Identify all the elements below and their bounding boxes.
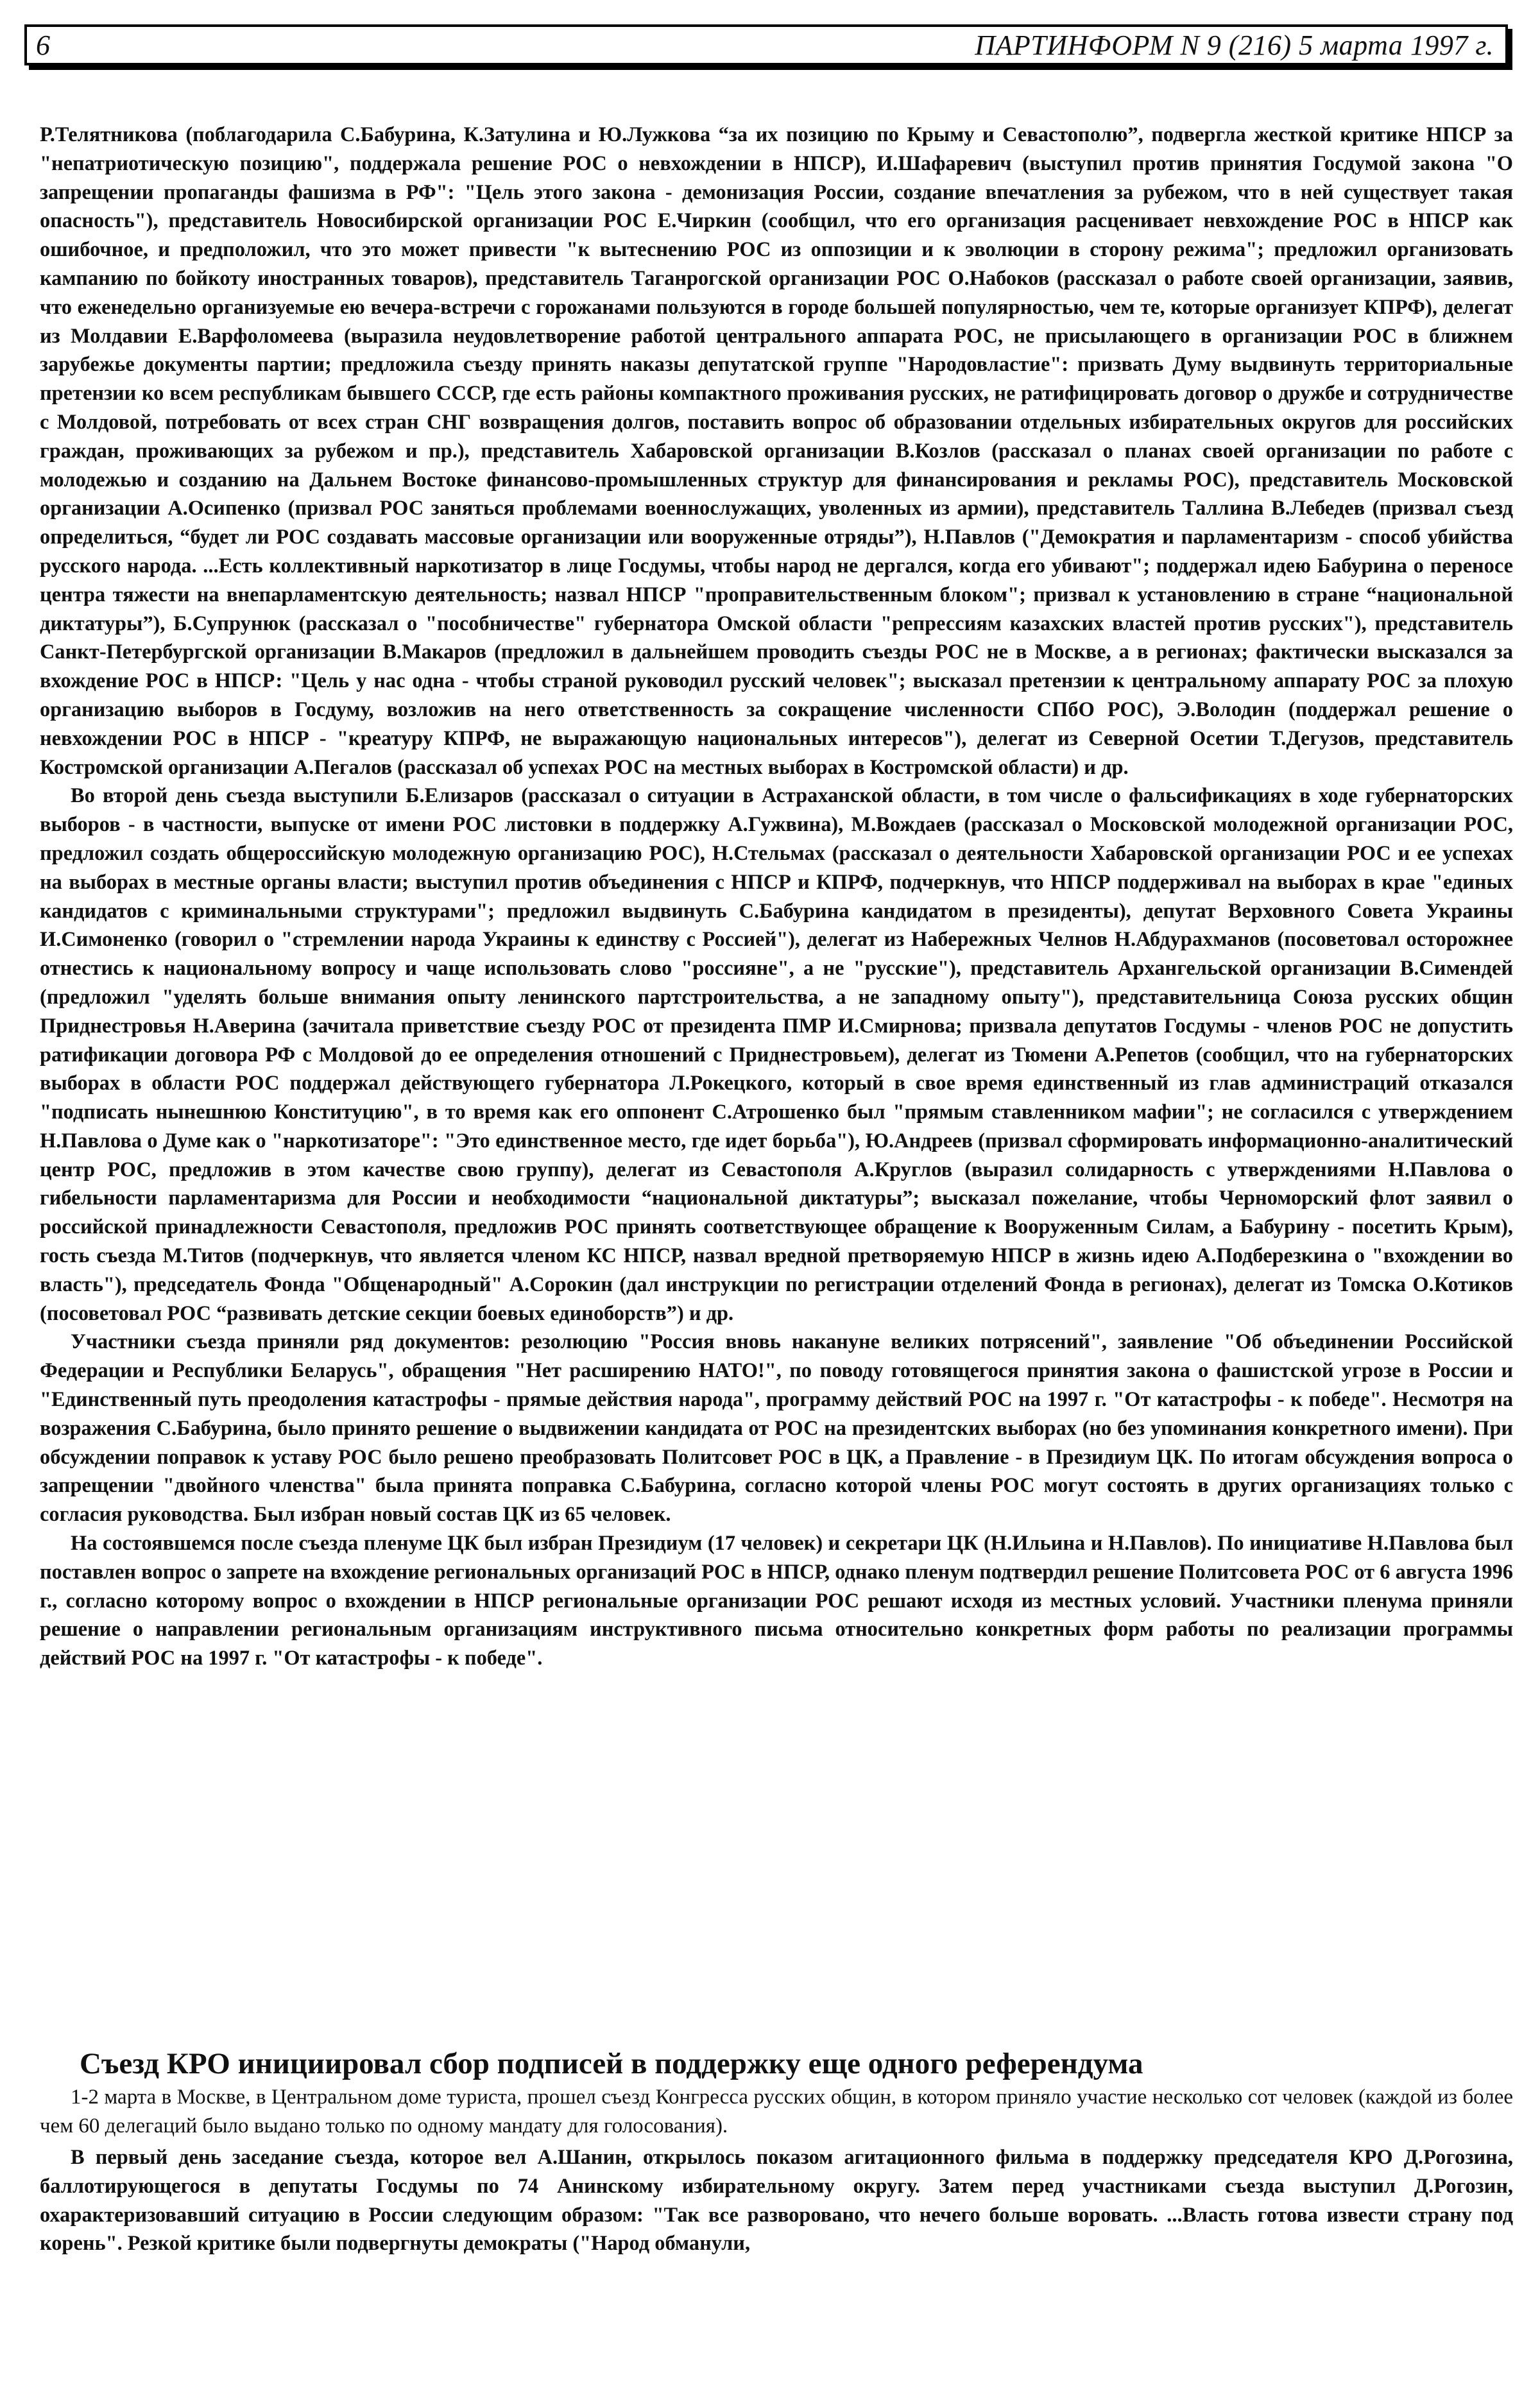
issue-info: ПАРТИНФОРМ N 9 (216) 5 марта 1997 г. [975,29,1494,61]
page-number: 6 [36,29,50,61]
article-paragraph: Участники съезда приняли ряд документов: резолюцию "Россия вновь накануне великих потрясений", заявление "Об объединении Российской Федерации и Республики Беларусь", обращения "Нет расширению НАТО!", по поводу готовящегося принятия закона о фашистской угрозе в России и "Единственный путь преодоления катастрофы - прямые действия народа", программу действий РОС на 1997 г. "От катастрофы - к победе". Несмотря на возражения С.Бабурина, было принято решение о выдвижении кандидата от РОС на президентских выборах (но без упоминания конкретного имени). При обсуждении поправок к уставу РОС было решено преобразовать Политсовет РОС в ЦК, а Правление - в Президиум ЦК. По итогам обсуждения вопроса о запрещении "двойного членства" была принята поправка С.Бабурина, согласно которой члены РОС могут состоять в других организациях только с согласия руководства. Был избран новый состав ЦК из 65 человек. [40,1330,1513,1527]
newspaper-page [24,24,1513,2347]
article-paragraph: Во второй день съезда выступили Б.Елизаров (рассказал о ситуации в Астраханской области, в том числе о фальсификациях в ходе губернаторских выборов - в частности, выпуске от имени РОС листовки в поддержку А.Гужвина), М.Вождаев (рассказал о Московской молодежной организации РОС, предложил создать общероссийскую молодежную организацию РОС), Н.Стельмах (рассказал о деятельности Хабаровской организации РОС и ее успехах на выборах в местные органы власти; выступил против объединения с НПСР и КПРФ, подчеркнув, что НПСР поддерживал на выборах в крае "единых кандидатов с криминальными структурами"; предложил выдвинуть С.Бабурина кандидатом в президенты), депутат Верховного Совета Украины И.Симоненко (говорил о "стремлении народа Украины к единству с Россией"), делегат из Набережных Челнов Н.Абдурахманов (посоветовал осторожнее отнестись к национальному вопросу и чаще использовать слово "россияне", а не "русские"), представитель Архангельской организации В.Симендей (предложил "уделять больше внимания опыту ленинского партстроительства, а не западному опыту"), представительница Союза русских общин Приднестровья Н.Аверина (зачитала приветствие съезду РОС от президента ПМР И.Смирнова; призвала депутатов Госдумы - членов РОС не допустить ратификации договора РФ с Молдовой до ее определения отношений с Приднестровьем), делегат из Тюмени А.Репетов (сообщил, что на губернаторских выборах в области РОС поддержал действующего губернатора Л.Рокецкого, который в свое время единственный из глав администраций отказался "подписать нынешнюю Конституцию", в то время как его оппонент С.Атрошенко был "прямым ставленником мафии"; не согласился с утверждением Н.Павлова о Думе как о "наркотизаторе": "Это единственное место, где идет борьба"), Ю.Андреев (призвал сформировать информационно-аналитический центр РОС, предложив в этом качестве свою группу), делегат из Севастополя А.Круглов (выразил солидарность с утверждениями Н.Павлова о гибельности парламентаризма для России и необходимости “национальной диктатуры”; высказал пожелание, чтобы Черноморский флот заявил о российской принадлежности Севастополя, предложив РОС принять соответствующее обращение к Вооруженным Силам, а Бабурину - посетить Крым), гость съезда М.Титов (подчеркнув, что является членом КС НПСР, назвал вредной претворяемую НПСР в жизнь идею А.Подберезкина о "вхождении во власть"), председатель Фонда "Общенародный" А.Сорокин (дал инструкции по регистрации отделений Фонда в регионах), делегат из Томска О.Котиков (посоветовал РОС “развивать детские секции боевых единоборств”) и др. [40,784,1513,1325]
article-headline: Съезд КРО инициировал сбор подписей в поддержку еще одного референдума [80,2047,1143,2080]
article-paragraph: Р.Телятникова (поблагодарила С.Бабурина, К.Затулина и Ю.Лужкова “за их позицию по Крыму и Севастополю”, подвергла жесткой критике НПСР за "непатриотическую позицию", поддержала решение РОС о невхождении в НПСР), И.Шафаревич (выступил против принятия Госдумой закона "О запрещении пропаганды фашизма в РФ": "Цель этого закона - демонизация России, создание впечатления за рубежом, что в ней существует такая опасность"), представитель Новосибирской организации РОС Е.Чиркин (сообщил, что его организация расценивает невхождение РОС в НПСР как ошибочное, и предположил, что это может привести "к вытеснению РОС из оппозиции и к эволюции в сторону режима"; предложил организовать кампанию по бойкоту иностранных товаров), представитель Таганрогской организации РОС О.Набоков (рассказал о работе своей организации, заявив, что еженедельно организуемые ею вечера-встречи с горожанами пользуются в городе большей популярностью, чем те, которые организует КПРФ), делегат из Молдавии Е.Варфоломеева (выразила неудовлетворение работой центрального аппарата РОС, не присылающего в организации РОС в ближнем зарубежье документы партии; предложила съезду принять наказы депутатской группе "Народовластие": призвать Думу выдвинуть территориальные претензии ко всем республикам бывшего СССР, где есть районы компактного проживания русских, не ратифицировать договор о дружбе и сотрудничестве с Молдовой, потребовать от всех стран СНГ возвращения долгов, поставить вопрос об образовании отдельных избирательных округов для российских граждан, проживающих за рубежом и пр.), представитель Хабаровской организации В.Козлов (рассказал о планах своей организации по работе с молодежью и созданию на Дальнем Востоке финансово-промышленных структур для финансирования и рекламы РОС), представитель Московской организации А.Осипенко (призвал РОС заняться проблемами военнослужащих, уволенных из армии), представитель Таллина В.Лебедев (призвал съезд определиться, “будет ли РОС создавать массовые организации или вооруженные отряды”), Н.Павлов ("Демократия и парламентаризм - способ убийства русского народа. ...Есть коллективный наркотизатор в лице Госдумы, чтобы народ не дергался, когда его убивают"; поддержал идею Бабурина о переносе центра тяжести на внепарламентскую деятельность; назвал НПСР "проправительственным блоком"; призвал к установлению в стране “национальной диктатуры”), Б.Супрунюк (рассказал о "пособничестве" губернатора Омской области "репрессиям казахских властей против русских"), представитель Санкт-Петербургской организации В.Макаров (предложил в дальнейшем проводить съезды РОС не в Москве, а в регионах; фактически высказался за вхождение РОС в НПСР: "Цель у нас одна - чтобы страной руководил русский человек"; высказал претензии к центральному аппарату РОС за плохую организацию выборов в Госдуму, возложив на него ответственность за сокращение численности СПбО РОС), Э.Володин (поддержал решение о невхождении РОС в НПСР - "креатуру КПРФ, не выражающую национальных интересов"), делегат из Северной Осетии Т.Дегузов, представитель Костромской организации А.Пегалов (рассказал об успехах РОС на местных выборах в Костромской области) и др. [40,123,1513,779]
article-kro-congress [40,2044,1513,2258]
article-lead: 1-2 марта в Москве, в Центральном доме туриста, прошел съезд Конгресса русских общин, в котором приняло участие несколько сот человек (каждой из более чем 60 делегаций было выдано только по одному мандату для голосования). [40,2086,1513,2138]
page-header [24,24,1508,65]
article-paragraph: В первый день заседание съезда, которое вел А.Шанин, открылось показом агитационного фильма в поддержку председателя КРО Д.Рогозина, баллотирующегося в депутаты Госдумы по 74 Анинскому избирательному округу. Затем перед участниками съезда выступил Д.Рогозин, охарактеризовавший ситуацию в России следующим образом: "Так все разворовано, что нечего больше воровать. ...Власть готова извести страну под корень". Резкой критике были подвергнуты демократы ("Народ обманули, [40,2146,1513,2256]
article-ros-congress [40,121,1513,1673]
article-paragraph: На состоявшемся после съезда пленуме ЦК был избран Президиум (17 человек) и секретари ЦК (Н.Ильина и Н.Павлов). По инициативе Н.Павлова был поставлен вопрос о запрете на вхождение региональных организаций РОС в НПСР, однако пленум подтвердил решение Политсовета РОС от 6 августа 1996 г., согласно которому вопрос о вхождении в НПСР региональные организации РОС решают исходя из местных условий. Участники пленума приняли решение о направлении региональным организациям инструктивного письма относительно конкретных форм работы по реализации программы действий РОС на 1997 г. "От катастрофы - к победе". [40,1532,1513,1670]
